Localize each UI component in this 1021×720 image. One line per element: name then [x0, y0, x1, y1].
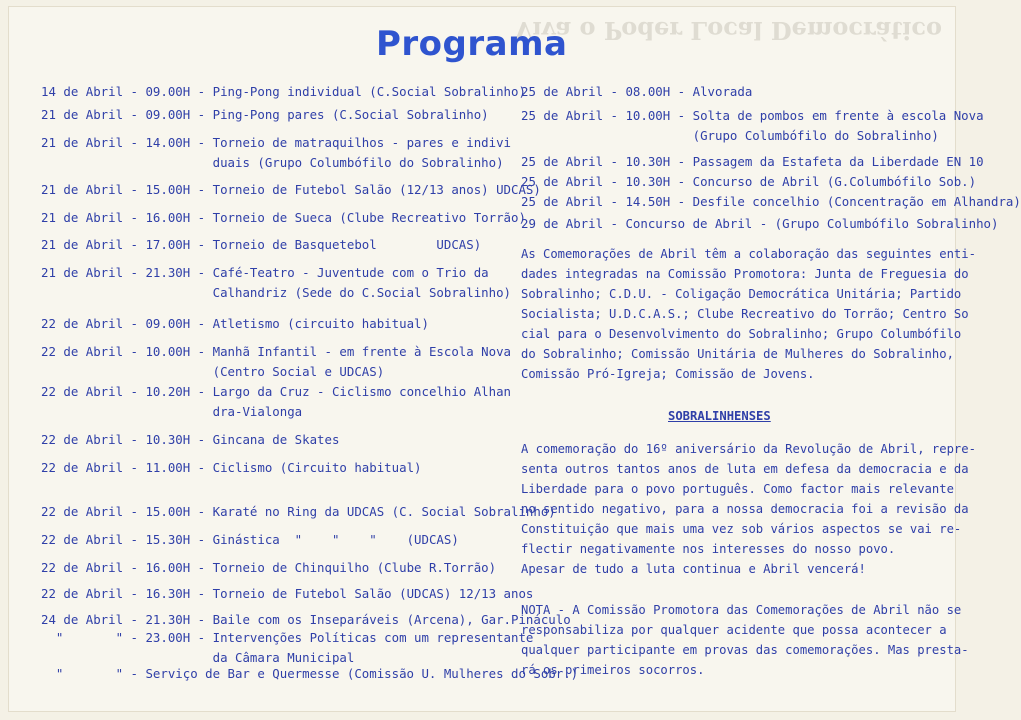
collaboration-paragraph: As Comemorações de Abril têm a colaboração das seguintes enti- dades integradas na Comissão Promotora: Junta de Freguesia do Sobralinho; C.D.U. - Coligação Democrática Unitária; Partido Socialista; U.D.C.A.S.; Clube Recreativo do Torrão; Centro So cial para o Desenvolvimento do Sobralinho; Grupo Columbófilo do Sobralinho; Comissão Unitária de Mulheres do Sobralinho, Comissão Pró-Igreja; Comissão de Jovens. — [521, 247, 976, 381]
event-date: 21 de Abril — [41, 107, 124, 122]
note-paragraph: NOTA - A Comissão Promotora das Comemorações de Abril não se responsabiliza por qualquer acidente que possa acontecer a qualquer participante em provas das comemorações. Mas presta- rá os primeiros socorros. — [521, 603, 969, 677]
event-time: 10.30H — [145, 432, 191, 447]
event-time: 21.30H — [145, 612, 191, 627]
event-date: 25 de Abril — [521, 108, 604, 123]
event-time: 10.20H — [145, 384, 191, 399]
event-description: Ping-Pong pares (C.Social Sobralinho) — [212, 107, 489, 122]
event-date: 22 de Abril — [41, 432, 124, 447]
left-event-row: 21 de Abril - 09.00H - Ping-Pong pares (C.Social Sobralinho) — [41, 105, 489, 125]
event-description: Torneio de Chinquilho (Clube R.Torrão) — [212, 560, 497, 575]
event-date: 22 de Abril — [41, 532, 124, 547]
right-event-row: 25 de Abril - 08.00H - Alvorada — [521, 82, 752, 102]
bleed-through-text: Viva o Poder Local Democrático — [514, 16, 942, 45]
left-event-row: " " - Serviço de Bar e Quermesse (Comissão U. Mulheres do Sobr.) — [41, 664, 578, 684]
event-time: 14.00H — [145, 135, 191, 150]
event-time: 10.30H — [625, 174, 671, 189]
event-description: Alvorada — [692, 84, 753, 99]
page-title: Programa — [376, 24, 568, 64]
left-event-row: 22 de Abril - 10.30H - Gincana de Skates — [41, 430, 339, 450]
left-event-row: 14 de Abril - 09.00H - Ping-Pong individual (C.Social Sobralinho) — [41, 82, 526, 102]
event-description: Karaté no Ring da UDCAS (C. Social Sobralinho) — [212, 504, 556, 519]
left-event-row: " " - 23.00H - Intervenções Políticas com um representante da Câmara Municipal — [41, 628, 533, 668]
event-date: 22 de Abril — [41, 344, 124, 359]
event-description: Ping-Pong individual (C.Social Sobralinho) — [212, 84, 526, 99]
event-description: Largo da Cruz - Ciclismo concelhio Alhan dra-Vialonga — [212, 384, 512, 419]
left-event-row: 21 de Abril - 17.00H - Torneio de Basquetebol UDCAS) — [41, 235, 481, 255]
event-time: 09.00H — [145, 316, 191, 331]
left-event-row: 21 de Abril - 15.00H - Torneio de Futebol Salão (12/13 anos) UDCAS) — [41, 180, 541, 200]
event-description: Baile com os Inseparáveis (Arcena), Gar.Pináculo — [212, 612, 571, 627]
event-description: Café-Teatro - Juventude com o Trio da Calhandriz (Sede do C.Social Sobralinho) — [212, 265, 512, 300]
left-event-row: 22 de Abril - 09.00H - Atletismo (circuito habitual) — [41, 314, 429, 334]
left-event-row: 22 de Abril - 15.00H - Karaté no Ring da UDCAS (C. Social Sobralinho) — [41, 502, 556, 522]
event-date: " " — [41, 630, 124, 645]
left-event-row: 21 de Abril - 14.00H - Torneio de matraquilhos - pares e indivi duais (Grupo Columbófilo do Sobralinho) — [41, 133, 511, 173]
event-date: 21 de Abril — [41, 265, 124, 280]
event-description: Passagem da Estafeta da Liberdade EN 10 — [692, 154, 984, 169]
event-description: Torneio de matraquilhos - pares e indivi duais (Grupo Columbófilo do Sobralinho) — [212, 135, 512, 170]
event-time: 09.00H — [145, 107, 191, 122]
event-date: 22 de Abril — [41, 460, 124, 475]
left-event-row: 21 de Abril - 21.30H - Café-Teatro - Juventude com o Trio da Calhandriz (Sede do C.Social Sobralinho) — [41, 263, 511, 303]
right-event-row: 25 de Abril - 14.50H - Desfile concelhio (Concentração em Alhandra) — [521, 192, 1021, 212]
event-date: 22 de Abril — [41, 384, 124, 399]
event-description: Torneio de Sueca (Clube Recreativo Torrão) — [212, 210, 526, 225]
event-date: 29 de Abril — [521, 216, 604, 231]
event-time: 16.30H — [145, 586, 191, 601]
event-date: 25 de Abril — [521, 154, 604, 169]
program-sheet — [8, 6, 1021, 712]
event-time: 16.00H — [145, 210, 191, 225]
event-description: Ciclismo (Circuito habitual) — [212, 460, 422, 475]
event-date: 22 de Abril — [41, 560, 124, 575]
left-event-row: 22 de Abril - 11.00H - Ciclismo (Circuito habitual) — [41, 458, 421, 478]
event-date: 25 de Abril — [521, 174, 604, 189]
right-event-row: 25 de Abril - 10.30H - Concurso de Abril (G.Columbófilo Sob.) — [521, 172, 976, 192]
event-description: Solta de pombos em frente à escola Nova (Grupo Columbófilo do Sobralinho) — [692, 108, 984, 143]
event-description: Torneio de Basquetebol UDCAS) — [212, 237, 482, 252]
event-date: 25 de Abril — [521, 84, 604, 99]
left-event-row: 24 de Abril - 21.30H - Baile com os Inseparáveis (Arcena), Gar.Pináculo — [41, 610, 571, 630]
event-date: 25 de Abril — [521, 194, 604, 209]
event-description: Gincana de Skates — [212, 432, 340, 447]
left-event-row: 22 de Abril - 10.20H - Largo da Cruz - Ciclismo concelhio Alhan dra-Vialonga — [41, 382, 511, 422]
event-date: 14 de Abril — [41, 84, 124, 99]
event-time: 17.00H — [145, 237, 191, 252]
left-event-row: 22 de Abril - 16.30H - Torneio de Futebol Salão (UDCAS) 12/13 anos — [41, 584, 533, 604]
event-date: 21 de Abril — [41, 182, 124, 197]
event-time: 16.00H — [145, 560, 191, 575]
event-date: " " — [41, 666, 124, 681]
right-event-row: 25 de Abril - 10.00H - Solta de pombos em frente à escola Nova (Grupo Columbófilo do Sobralinho) — [521, 106, 984, 146]
event-time: 23.00H — [145, 630, 191, 645]
event-date: 24 de Abril — [41, 612, 124, 627]
event-description: Concurso de Abril - (Grupo Columbófilo Sobralinho) — [625, 216, 999, 231]
event-description: Torneio de Futebol Salão (UDCAS) 12/13 anos — [212, 586, 534, 601]
event-time: 15.30H — [145, 532, 191, 547]
message-paragraph: A comemoração do 16º aniversário da Revolução de Abril, repre- senta outros tantos anos de luta em defesa da democracia e da Liberdade para o povo português. Como factor mais relevante no sentido negativo, para a nossa democracia foi a revisão da Constituição que mais uma vez sob vários aspectos se vai re- flectir negativamente nos interesses do nosso povo. Apesar de tudo a luta continua e Abril vencerá! — [521, 442, 976, 576]
event-time: 15.00H — [145, 182, 191, 197]
event-time: 21.30H — [145, 265, 191, 280]
event-description: Manhã Infantil - em frente à Escola Nova (Centro Social e UDCAS) — [212, 344, 512, 379]
event-time: 10.00H — [145, 344, 191, 359]
event-time: 14.50H — [625, 194, 671, 209]
left-event-row: 22 de Abril - 15.30H - Ginástica " " " (UDCAS) — [41, 530, 459, 550]
event-time: 11.00H — [145, 460, 191, 475]
left-event-row: 22 de Abril - 16.00H - Torneio de Chinquilho (Clube R.Torrão) — [41, 558, 496, 578]
event-description: Intervenções Políticas com um representante da Câmara Municipal — [212, 630, 534, 665]
left-event-row: 21 de Abril - 16.00H - Torneio de Sueca (Clube Recreativo Torrão) — [41, 208, 526, 228]
right-event-row: 29 de Abril - Concurso de Abril - (Grupo Columbófilo Sobralinho) — [521, 214, 998, 234]
event-date: 22 de Abril — [41, 316, 124, 331]
event-date: 21 de Abril — [41, 237, 124, 252]
event-description: Desfile concelhio (Concentração em Alhandra) — [692, 194, 1021, 209]
event-description: Concurso de Abril (G.Columbófilo Sob.) — [692, 174, 977, 189]
event-description: Serviço de Bar e Quermesse (Comissão U. Mulheres do Sobr.) — [145, 666, 579, 681]
event-time: 08.00H — [625, 84, 671, 99]
event-description: Torneio de Futebol Salão (12/13 anos) UDCAS) — [212, 182, 541, 197]
event-description: Ginástica " " " (UDCAS) — [212, 532, 459, 547]
section-heading: SOBRALINHENSES — [668, 409, 771, 423]
event-time: 10.00H — [625, 108, 671, 123]
event-date: 22 de Abril — [41, 504, 124, 519]
left-event-row: 22 de Abril - 10.00H - Manhã Infantil - em frente à Escola Nova (Centro Social e UDCAS) — [41, 342, 511, 382]
event-time: 15.00H — [145, 504, 191, 519]
event-date: 21 de Abril — [41, 210, 124, 225]
event-time: 10.30H — [625, 154, 671, 169]
event-date: 21 de Abril — [41, 135, 124, 150]
event-time: 09.00H — [145, 84, 191, 99]
event-description: Atletismo (circuito habitual) — [212, 316, 429, 331]
event-date: 22 de Abril — [41, 586, 124, 601]
right-event-row: 25 de Abril - 10.30H - Passagem da Estafeta da Liberdade EN 10 — [521, 152, 984, 172]
